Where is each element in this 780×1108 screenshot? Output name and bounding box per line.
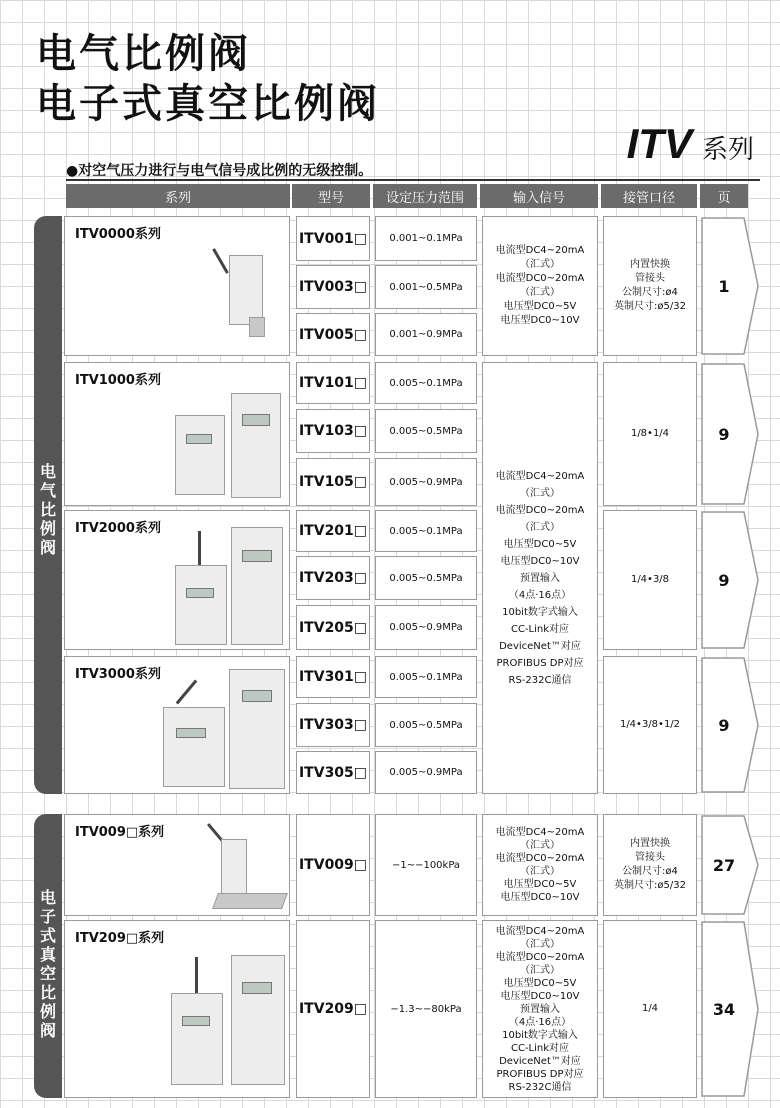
input-line: PROFIBUS DP对应	[496, 657, 584, 669]
series-tag-name: ITV	[626, 120, 692, 167]
series-name: ITV3000系列	[75, 667, 161, 682]
port-cell	[603, 656, 697, 794]
input-line: 电流型DC0~20mA	[495, 273, 585, 284]
page-number: 34	[712, 999, 736, 1019]
valve-base	[212, 893, 288, 909]
model-cell: ITV101□	[296, 362, 370, 404]
model-cell: ITV305□	[296, 751, 370, 794]
cable-drawing	[176, 680, 198, 705]
section-label-char: 阀	[39, 1021, 56, 1040]
input-line: CC-Link对应	[510, 1042, 570, 1054]
section-label-char: 式	[39, 926, 56, 945]
port-line: 公制尺寸:ø4	[622, 866, 678, 877]
port-line: 1/4•3/8•1/2	[619, 719, 681, 730]
display-screen	[176, 728, 206, 738]
input-line: （汇式）	[520, 521, 560, 533]
valve-photo-itv0000	[229, 255, 263, 325]
input-line: （汇式）	[520, 938, 560, 950]
model-cell: ITV001□	[296, 216, 370, 261]
series-name: ITV2000系列	[75, 521, 161, 536]
divider	[66, 179, 760, 181]
port-line: 1/4•3/8	[630, 574, 670, 585]
model-cell: ITV003□	[296, 265, 370, 309]
range-cell: −1.3~−80kPa	[375, 920, 477, 1098]
input-line: （汇式）	[520, 840, 560, 851]
range-cell: 0.005~0.5MPa	[375, 703, 477, 747]
subtitle: ●对空气压力进行与电气信号成比例的无级控制。	[66, 163, 373, 179]
input-line: 电流型DC4~20mA	[495, 925, 585, 937]
series-cell-itv3000	[64, 656, 290, 794]
input-line: CC-Link对应	[510, 623, 570, 635]
valve-photo-small	[163, 707, 225, 787]
valve-photo-large	[231, 393, 281, 498]
input-line: （汇式）	[520, 259, 560, 270]
series-tag	[627, 120, 754, 168]
input-line: 10bit数字式输入	[502, 606, 578, 618]
range-cell: −1~−100kPa	[375, 814, 477, 916]
cable-drawing	[198, 531, 201, 567]
section-label-char: 比	[39, 983, 56, 1002]
input-line: PROFIBUS DP对应	[496, 1068, 584, 1080]
display-screen	[242, 414, 270, 426]
valve-photo-large	[229, 669, 285, 789]
section-label-char: 例	[39, 519, 56, 538]
series-cell-itv0000	[64, 216, 290, 356]
valve-photo-small	[171, 993, 223, 1085]
section-label-char: 真	[39, 945, 56, 964]
header-model: 型号	[292, 184, 370, 208]
input-line: 电流型DC4~20mA	[495, 827, 585, 838]
display-screen	[186, 434, 212, 444]
input-line: 电压型DC0~5V	[503, 301, 577, 312]
input-line: 预置输入	[520, 1003, 560, 1015]
input-signal-cell-merged	[482, 362, 598, 794]
section-label-char: 阀	[39, 538, 56, 557]
input-line: 电压型DC0~10V	[500, 315, 580, 326]
input-line: （汇式）	[520, 964, 560, 976]
input-line: （汇式）	[520, 287, 560, 298]
display-screen	[182, 1016, 210, 1026]
range-cell: 0.005~0.1MPa	[375, 656, 477, 698]
input-signal-cell	[482, 216, 598, 356]
display-screen	[242, 550, 272, 562]
input-line: 10bit数字式输入	[502, 1029, 578, 1041]
valve-photo-small	[175, 565, 227, 645]
port-line: 内置快换	[630, 838, 670, 849]
range-cell: 0.005~0.5MPa	[375, 556, 477, 600]
port-line: 公制尺寸:ø4	[622, 287, 678, 298]
port-line: 管接头	[635, 273, 665, 284]
input-line: 预置输入	[520, 572, 560, 584]
header-range: 设定压力范围	[373, 184, 477, 208]
series-name: ITV1000系列	[75, 373, 161, 388]
series-cell-itv009	[64, 814, 290, 916]
series-name: ITV209□系列	[75, 931, 165, 946]
port-cell	[603, 510, 697, 650]
input-line: （4点·16点）	[508, 589, 572, 601]
port-line: 1/8•1/4	[630, 428, 670, 439]
header-port: 接管口径	[601, 184, 697, 208]
input-line: 电压型DC0~5V	[503, 879, 577, 890]
input-line: 电压型DC0~5V	[503, 538, 577, 550]
range-cell: 0.001~0.1MPa	[375, 216, 477, 261]
valve-photo-large	[231, 955, 285, 1085]
section-label-char: 例	[39, 1002, 56, 1021]
page-number: 9	[718, 424, 730, 444]
page-number: 1	[718, 276, 730, 296]
series-cell-itv2000	[64, 510, 290, 650]
input-line: 电压型DC0~10V	[500, 990, 580, 1002]
series-cell-itv209	[64, 920, 290, 1098]
range-cell: 0.005~0.9MPa	[375, 605, 477, 650]
port-line: 1/4	[641, 1003, 659, 1014]
input-line: RS-232C通信	[508, 674, 572, 686]
series-tag-suffix: 系列	[701, 135, 754, 165]
port-cell	[603, 216, 697, 356]
header-input: 输入信号	[480, 184, 598, 208]
cable-drawing	[195, 957, 198, 993]
valve-photo-large	[231, 527, 283, 645]
input-line: （汇式）	[520, 866, 560, 877]
cable-drawing	[212, 248, 229, 274]
valve-photo-itv009	[221, 839, 247, 897]
input-line: RS-232C通信	[508, 1081, 572, 1093]
port-cell	[603, 362, 697, 506]
input-line: 电流型DC0~20mA	[495, 951, 585, 963]
section-label-char: 电	[39, 462, 56, 481]
port-line: 管接头	[635, 852, 665, 863]
section-label-vacuum	[34, 814, 62, 1098]
port-line: 内置快换	[630, 259, 670, 270]
valve-fitting	[249, 317, 265, 337]
input-line: DeviceNet™对应	[499, 1055, 581, 1067]
input-line: 电压型DC0~5V	[503, 977, 577, 989]
range-cell: 0.005~0.9MPa	[375, 458, 477, 506]
model-cell: ITV103□	[296, 409, 370, 453]
port-line: 英制尺寸:ø5/32	[614, 880, 686, 891]
section-label-electro	[34, 216, 62, 794]
series-cell-itv1000	[64, 362, 290, 506]
header-series: 系列	[66, 184, 290, 208]
range-cell: 0.001~0.9MPa	[375, 313, 477, 356]
input-signal-cell	[482, 814, 598, 916]
page-number: 9	[718, 570, 730, 590]
display-screen	[242, 982, 272, 994]
port-cell	[603, 920, 697, 1098]
series-name: ITV0000系列	[75, 227, 161, 242]
model-cell: ITV301□	[296, 656, 370, 698]
section-label-char: 子	[39, 907, 56, 926]
input-line: 电流型DC0~20mA	[495, 504, 585, 516]
valve-photo-small	[175, 415, 225, 495]
input-line: 电流型DC4~20mA	[495, 470, 585, 482]
page-number: 27	[712, 855, 736, 875]
model-cell: ITV201□	[296, 510, 370, 552]
section-label-char: 空	[39, 964, 56, 983]
model-cell: ITV209□	[296, 920, 370, 1098]
model-cell: ITV203□	[296, 556, 370, 600]
section-label-char: 气	[39, 481, 56, 500]
input-line: （4点·16点）	[508, 1016, 572, 1028]
section-label-char: 电	[39, 888, 56, 907]
input-signal-cell	[482, 920, 598, 1098]
model-cell: ITV303□	[296, 703, 370, 747]
page-title-line1: 电气比例阀	[36, 31, 251, 77]
display-screen	[242, 690, 272, 702]
input-line: （汇式）	[520, 487, 560, 499]
input-line: 电压型DC0~10V	[500, 892, 580, 903]
range-cell: 0.001~0.5MPa	[375, 265, 477, 309]
range-cell: 0.005~0.9MPa	[375, 751, 477, 794]
port-cell	[603, 814, 697, 916]
range-cell: 0.005~0.1MPa	[375, 362, 477, 404]
header-page: 页	[700, 184, 748, 208]
input-line: 电压型DC0~10V	[500, 555, 580, 567]
range-cell: 0.005~0.1MPa	[375, 510, 477, 552]
section-label-char: 比	[39, 500, 56, 519]
page-number: 9	[718, 715, 730, 735]
range-cell: 0.005~0.5MPa	[375, 409, 477, 453]
input-line: 电流型DC0~20mA	[495, 853, 585, 864]
model-cell: ITV005□	[296, 313, 370, 356]
model-cell: ITV205□	[296, 605, 370, 650]
series-name: ITV009□系列	[75, 825, 165, 840]
input-line: DeviceNet™对应	[499, 640, 581, 652]
model-cell: ITV009□	[296, 814, 370, 916]
display-screen	[186, 588, 214, 598]
input-line: 电流型DC4~20mA	[495, 245, 585, 256]
page-title-line2: 电子式真空比例阀	[36, 81, 380, 127]
model-cell: ITV105□	[296, 458, 370, 506]
port-line: 英制尺寸:ø5/32	[614, 301, 686, 312]
